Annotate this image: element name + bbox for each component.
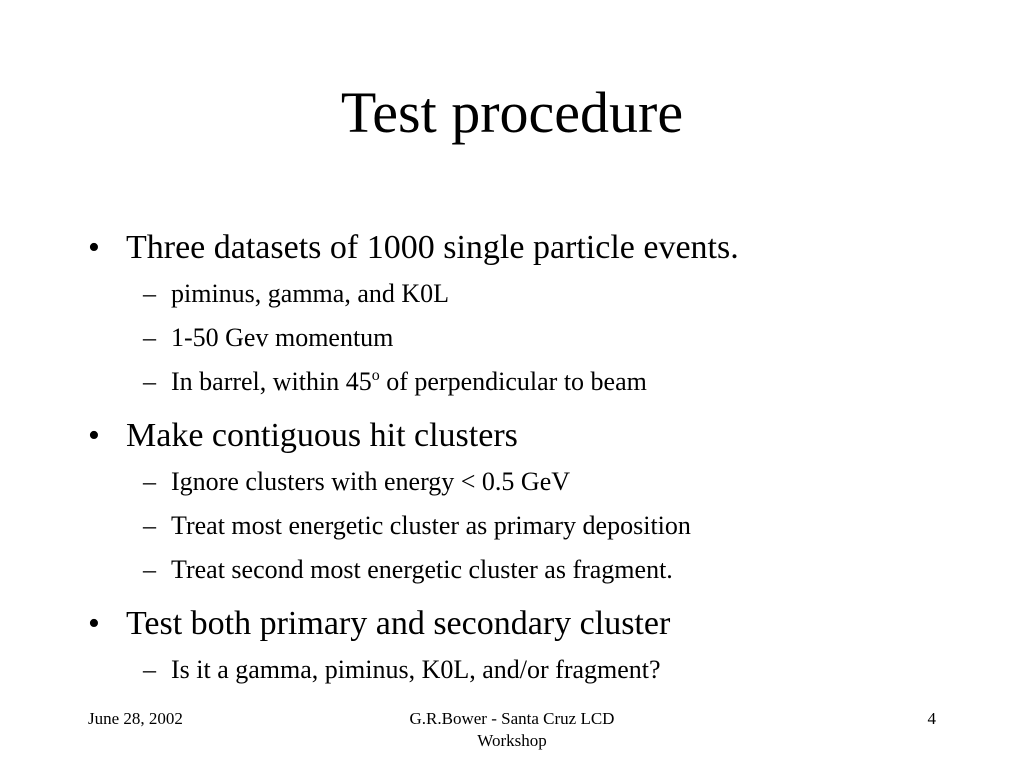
sub-item-text: Ignore clusters with energy < 0.5 GeV xyxy=(171,467,571,496)
sub-item xyxy=(126,316,988,360)
sub-list xyxy=(126,460,988,592)
bullet-text: Make contiguous hit clusters xyxy=(126,417,518,454)
dash-icon: – xyxy=(143,279,156,308)
sub-item-text: In barrel, within 45$^o$ of perpendicular to beam xyxy=(171,367,647,396)
sub-item xyxy=(126,504,988,548)
page-number: 4 xyxy=(927,709,936,728)
sub-list xyxy=(126,648,988,692)
dash-icon: – xyxy=(143,367,156,396)
sub-item-text: Treat most energetic cluster as primary deposition xyxy=(171,511,691,540)
footer-presenter-line: G.R.Bower - Santa Cruz LCD xyxy=(409,709,615,728)
sub-item-text: Is it a gamma, piminus, K0L, and/or fragment? xyxy=(171,655,661,684)
sub-item-text: 1-50 Gev momentum xyxy=(171,323,394,352)
dash-icon: – xyxy=(143,555,156,584)
dash-icon: – xyxy=(143,323,156,352)
sub-item xyxy=(126,460,988,504)
bullet-text: Test both primary and secondary cluster xyxy=(126,605,671,642)
sub-item xyxy=(126,548,988,592)
slide-body xyxy=(88,224,988,692)
bullet-item xyxy=(88,412,988,592)
dash-icon: – xyxy=(143,511,156,540)
sub-item xyxy=(126,272,988,316)
footer-presenter-line: Workshop xyxy=(477,731,547,750)
dash-icon: – xyxy=(143,467,156,496)
footer-date: June 28, 2002 xyxy=(88,709,183,728)
bullet-list xyxy=(88,224,988,692)
sub-item xyxy=(126,360,988,404)
slide-title: Test procedure xyxy=(340,80,684,145)
footer-presenter xyxy=(362,708,662,752)
bullet-item xyxy=(88,600,988,692)
bullet-text: Three datasets of 1000 single particle events. xyxy=(126,229,739,266)
dash-icon: – xyxy=(143,655,156,684)
degree-superscript: o xyxy=(371,367,380,384)
bullet-icon: • xyxy=(88,229,100,266)
bullet-icon: • xyxy=(88,605,100,642)
sub-item-text: piminus, gamma, and K0L xyxy=(171,279,450,308)
sub-list xyxy=(126,272,988,404)
sub-item xyxy=(126,648,988,692)
bullet-item xyxy=(88,224,988,404)
sub-item-text: Treat second most energetic cluster as fragment. xyxy=(171,555,673,584)
bullet-icon: • xyxy=(88,417,100,454)
